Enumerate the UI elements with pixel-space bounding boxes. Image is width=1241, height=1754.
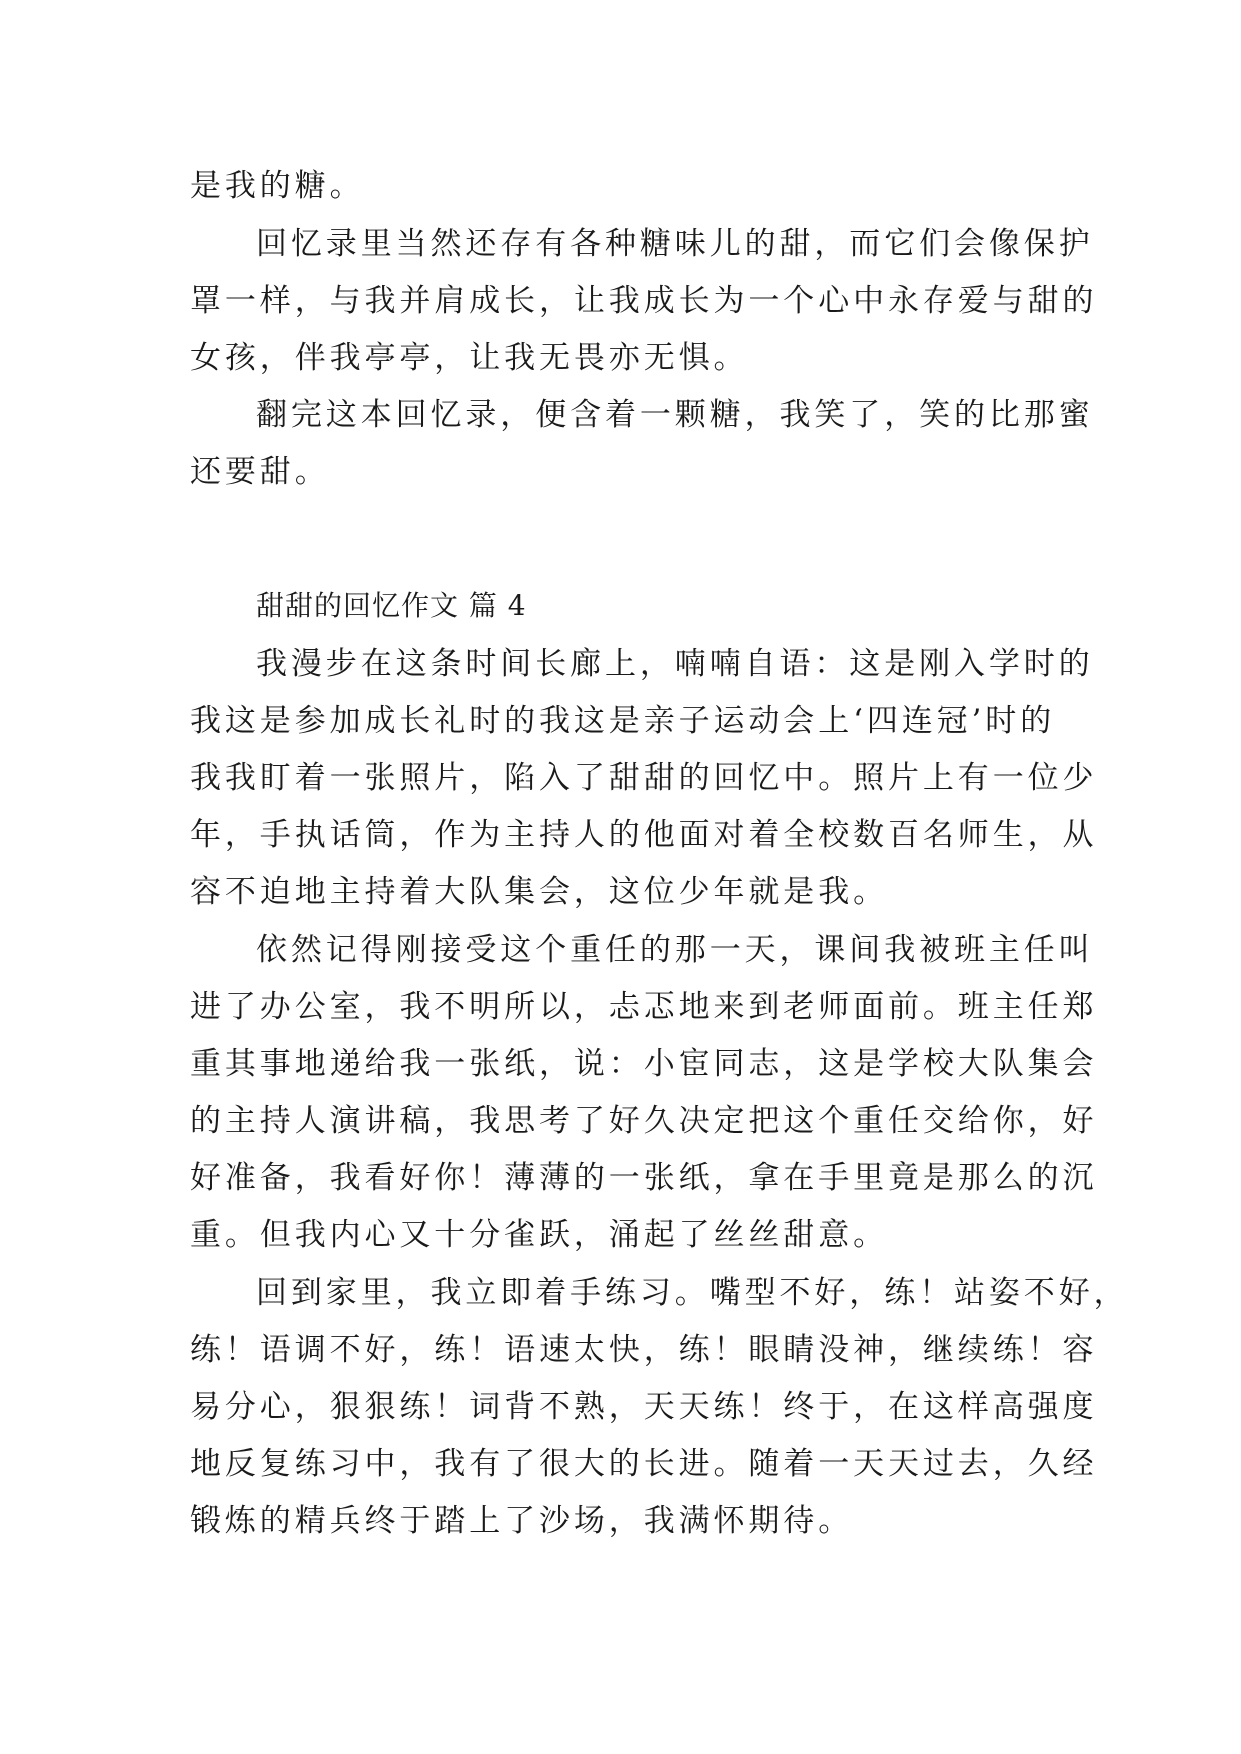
- text-line: 地反复练习中，我有了很大的长进。随着一天天过去，久经: [190, 1446, 1098, 1482]
- text-line: 重其事地递给我一张纸，说：小宦同志，这是学校大队集会: [190, 1046, 1098, 1082]
- text-line: 年，手执话筒，作为主持人的他面对着全校数百名师生，从: [190, 817, 1098, 853]
- paragraph-first-line: 翻完这本回忆录，便含着一颗糖，我笑了，笑的比那蜜: [256, 397, 1094, 433]
- text-line: 好准备，我看好你！薄薄的一张纸，拿在手里竟是那么的沉: [190, 1160, 1098, 1196]
- section-heading: 甜甜的回忆作文 篇 4: [256, 589, 527, 622]
- paragraph-first-line: 我漫步在这条时间长廊上，喃喃自语：这是刚入学时的: [256, 646, 1094, 682]
- text-line: 我我盯着一张照片，陷入了甜甜的回忆中。照片上有一位少: [190, 760, 1098, 796]
- text-line: 女孩，伴我亭亭，让我无畏亦无惧。: [190, 340, 749, 376]
- text-line: 锻炼的精兵终于踏上了沙场，我满怀期待。: [190, 1503, 854, 1539]
- text-line: 的主持人演讲稿，我思考了好久决定把这个重任交给你，好: [190, 1103, 1098, 1139]
- paragraph-first-line: 回忆录里当然还存有各种糖味儿的甜，而它们会像保护: [256, 226, 1094, 262]
- text-line: 罩一样，与我并肩成长，让我成长为一个心中永存爱与甜的: [190, 283, 1098, 319]
- paragraph-first-line: 依然记得刚接受这个重任的那一天，课间我被班主任叫: [256, 932, 1094, 968]
- text-line: 练！语调不好，练！语速太快，练！眼睛没神，继续练！容: [190, 1332, 1098, 1368]
- text-line: 是我的糖。: [190, 168, 365, 204]
- paragraph-first-line: 回到家里，我立即着手练习。嘴型不好，练！站姿不好，: [256, 1275, 1129, 1311]
- text-line: 还要甜。: [190, 454, 330, 490]
- text-line: 易分心，狠狠练！词背不熟，天天练！终于，在这样高强度: [190, 1389, 1098, 1425]
- text-line: 进了办公室，我不明所以，忐忑地来到老师面前。班主任郑: [190, 989, 1098, 1025]
- text-line: 容不迫地主持着大队集会，这位少年就是我。: [190, 874, 888, 910]
- text-line: 我这是参加成长礼时的我这是亲子运动会上‘四连冠’时的: [190, 703, 1056, 739]
- text-line: 重。但我内心又十分雀跃，涌起了丝丝甜意。: [190, 1217, 888, 1253]
